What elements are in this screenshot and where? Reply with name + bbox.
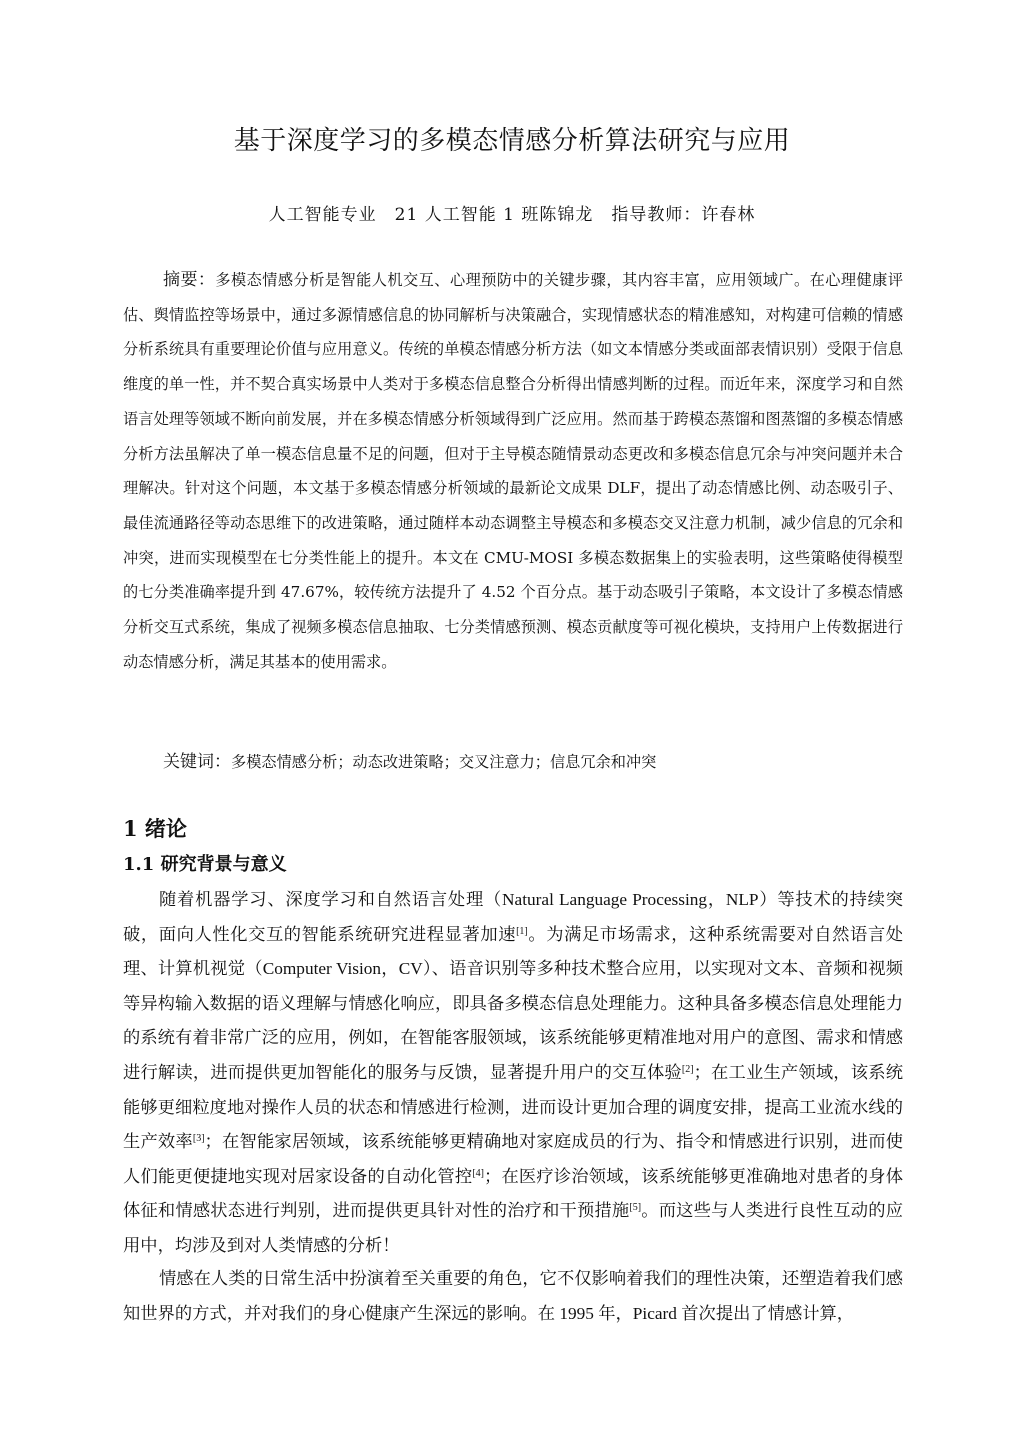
p1-sentence: ；在医疗诊治领域，该系统能够更准确地对患者的身体体征和情感状态进行判别，进而提供更具针对性的治疗和干预措施: [123, 1166, 903, 1221]
citation-ref: [5]: [629, 1202, 642, 1214]
citation-ref: [4]: [472, 1167, 484, 1179]
section-heading: 1 绪论: [123, 816, 187, 841]
keywords-text: 多模态情感分析；动态改进策略；交叉注意力；信息冗余和冲突: [231, 753, 657, 771]
paper-title: 基于深度学习的多模态情感分析算法研究与应用: [233, 126, 791, 156]
p1-sentence: 。而这些与人类进行良性互动的应用中，均涉及到对人类情感的分析！: [123, 1201, 903, 1255]
citation-ref: [2]: [681, 1063, 694, 1075]
body-paragraph-2: 情感在人类的日常生活中扮演着至关重要的角色，它不仅影响着我们的理性决策，还塑造着我们感知世界的方式，并对我们的身心健康产生深远的影响。在 1995 年，Picard 首次提出了情感计算，: [123, 1269, 903, 1323]
p1-sentence: 。为满足市场需求，这种系统需要对自然语言处理、计算机视觉（Computer Vision，CV）、语音识别等多种技术整合应用，以实现对文本、音频和视频等异构输入数据的语义理解与情感化响应，即具备多模态信息处理能力。这种具备多模态信息处理能力的系统有着非常广泛的应用，例如，在智能客服领域，该系统能够更精准地对用户的意图、需求和情感进行解读，进而提供更加智能化的服务与反馈，显著提升用户的交互体验: [123, 924, 903, 1082]
p1-sentence: 随着机器学习、深度学习和自然语言处理（Natural Language Processing，NLP）等技术的持续突破，面向人性化交互的智能系统研究进程显著加速: [123, 890, 903, 944]
citation-ref: [3]: [192, 1133, 205, 1145]
body-paragraph-1: [123, 883, 903, 1264]
keywords-label: 关键词：: [163, 752, 231, 772]
abstract-label: 摘要：: [163, 270, 216, 290]
subsection-heading: 1.1 研究背景与意义: [123, 854, 287, 875]
author-line: 人工智能专业 21 人工智能 1 班陈锦龙 指导教师：许春林: [268, 205, 756, 225]
citation-ref: [1]: [516, 925, 528, 937]
abstract-text: 多模态情感分析是智能人机交互、心理预防中的关键步骤，其内容丰富，应用领域广。在心理健康评估、舆情监控等场景中，通过多源情感信息的协同解析与决策融合，实现情感状态的精准感知，对构建可信赖的情感分析系统具有重要理论价值与应用意义。传统的单模态情感分析方法（如文本情感分类或面部表情识别）受限于信息维度的单一性，并不契合真实场景中人类对于多模态信息整合分析得出情感判断的过程。而近年来，深度学习和自然语言处理等领域不断向前发展，并在多模态情感分析领域得到广泛应用。然而基于跨模态蒸馏和图蒸馏的多模态情感分析方法虽解决了单一模态信息量不足的问题，但对于主导模态随情景动态更改和多模态信息冗余与冲突问题并未合理解决。针对这个问题，本文基于多模态情感分析领域的最新论文成果 DLF，提出了动态情感比例、动态吸引子、最佳流通路径等动态思维下的改进策略，通过随样本动态调整主导模态和多模态交叉注意力机制，减少信息的冗余和冲突，进而实现模型在七分类性能上的提升。本文在 CMU-MOSI 多模态数据集上的实验表明，这些策略使得模型的七分类准确率提升到 47.67%，较传统方法提升了 4.52 个百分点。基于动态吸引子策略，本文设计了多模态情感分析交互式系统，集成了视频多模态信息抽取、七分类情感预测、模态贡献度等可视化模块，支持用户上传数据进行动态情感分析，满足其基本的使用需求。: [123, 271, 904, 671]
keywords: [163, 745, 903, 779]
abstract: [123, 263, 903, 679]
p1-sentence: ；在工业生产领域，该系统能够更细粒度地对操作人员的状态和情感进行检测，进而设计更加合理的调度安排，提高工业流水线的生产效率: [123, 1062, 903, 1152]
p1-sentence: ；在智能家居领域，该系统能够更精确地对家庭成员的行为、指令和情感进行识别，进而使人们能更便捷地实现对居家设备的自动化管控: [123, 1132, 903, 1186]
